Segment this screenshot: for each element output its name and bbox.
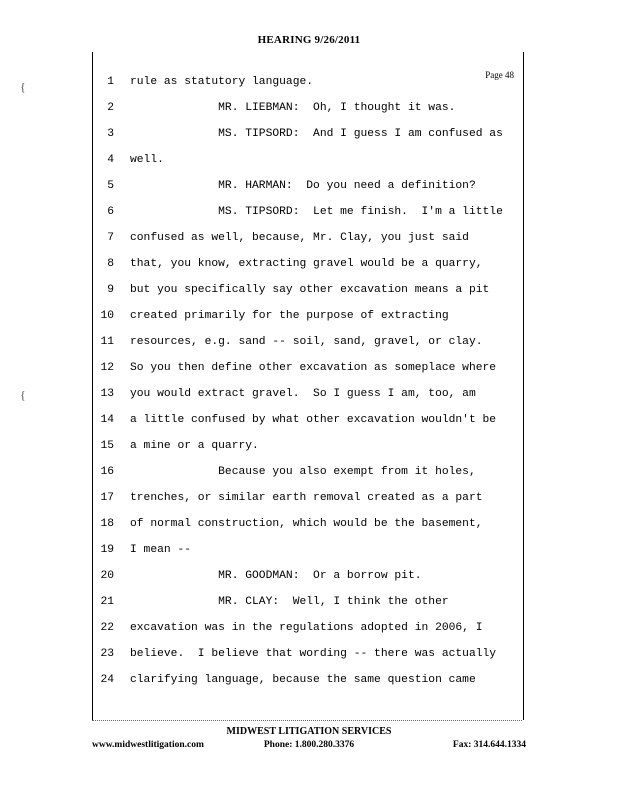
line-text: MR. GOODMAN: Or a borrow pit. bbox=[130, 570, 422, 582]
transcript-line bbox=[92, 648, 522, 674]
line-number: 16 bbox=[100, 466, 114, 478]
line-text: MS. TIPSORD: Let me finish. I'm a little bbox=[130, 206, 503, 218]
transcript-line bbox=[92, 466, 522, 492]
line-number: 20 bbox=[100, 570, 114, 582]
line-number: 21 bbox=[100, 596, 114, 608]
transcript-line bbox=[92, 622, 522, 648]
transcript-line bbox=[92, 76, 522, 102]
transcript-line bbox=[92, 596, 522, 622]
line-text: a little confused by what other excavation wouldn't be bbox=[130, 414, 497, 426]
transcript-line bbox=[92, 440, 522, 466]
transcript-line bbox=[92, 544, 522, 570]
line-text: So you then define other excavation as someplace where bbox=[130, 362, 497, 374]
footer-phone: Phone: 1.800.280.3376 bbox=[263, 740, 355, 750]
footer-website: www.midwestlitigation.com bbox=[92, 740, 204, 750]
line-number: 23 bbox=[100, 648, 114, 660]
line-text: MR. LIEBMAN: Oh, I thought it was. bbox=[130, 102, 456, 114]
line-text: MR. CLAY: Well, I think the other bbox=[130, 596, 449, 608]
line-text: confused as well, because, Mr. Clay, you just said bbox=[130, 232, 469, 244]
line-number: 4 bbox=[107, 154, 114, 166]
footer-fax: Fax: 314.644.1334 bbox=[452, 740, 526, 750]
line-text: clarifying language, because the same question came bbox=[130, 674, 476, 686]
line-number: 17 bbox=[100, 492, 114, 504]
line-number: 13 bbox=[100, 388, 114, 400]
line-number: 11 bbox=[100, 336, 114, 348]
transcript-lines bbox=[92, 76, 522, 700]
transcript-line bbox=[92, 492, 522, 518]
transcript-line bbox=[92, 128, 522, 154]
line-text: rule as statutory language. bbox=[130, 76, 314, 88]
line-number: 14 bbox=[100, 414, 114, 426]
line-text: believe. I believe that wording -- there was actually bbox=[130, 648, 497, 660]
line-text: trenches, or similar earth removal created as a part bbox=[130, 492, 483, 504]
line-number: 8 bbox=[107, 258, 114, 270]
line-number: 22 bbox=[100, 622, 114, 634]
line-text: a mine or a quarry. bbox=[130, 440, 259, 452]
line-number: 7 bbox=[107, 232, 114, 244]
transcript-line bbox=[92, 674, 522, 700]
line-number: 6 bbox=[107, 206, 114, 218]
transcript-line bbox=[92, 336, 522, 362]
line-text: MR. HARMAN: Do you need a definition? bbox=[130, 180, 476, 192]
line-text: you would extract gravel. So I guess I am, too, am bbox=[130, 388, 476, 400]
transcript-line bbox=[92, 414, 522, 440]
transcript-line bbox=[92, 180, 522, 206]
line-text: that, you know, extracting gravel would be a quarry, bbox=[130, 258, 483, 270]
transcript-line bbox=[92, 388, 522, 414]
bottom-rule bbox=[92, 720, 522, 721]
transcript-line bbox=[92, 362, 522, 388]
line-number: 3 bbox=[107, 128, 114, 140]
page-number: Page 48 bbox=[485, 70, 514, 80]
footer-company: MIDWEST LITIGATION SERVICES bbox=[226, 726, 392, 737]
transcript-line bbox=[92, 518, 522, 544]
transcript-line bbox=[92, 102, 522, 128]
footer bbox=[0, 726, 618, 750]
line-text: resources, e.g. sand -- soil, sand, gravel, or clay. bbox=[130, 336, 483, 348]
transcript-line bbox=[92, 570, 522, 596]
transcript-line bbox=[92, 258, 522, 284]
line-number: 24 bbox=[100, 674, 114, 686]
line-text: MS. TIPSORD: And I guess I am confused as bbox=[130, 128, 503, 140]
line-number: 12 bbox=[100, 362, 114, 374]
line-number: 18 bbox=[100, 518, 114, 530]
line-text: of normal construction, which would be the basement, bbox=[130, 518, 483, 530]
line-number: 1 bbox=[107, 76, 114, 88]
line-number: 15 bbox=[100, 440, 114, 452]
transcript-line bbox=[92, 232, 522, 258]
transcript-line bbox=[92, 284, 522, 310]
transcript-line bbox=[92, 310, 522, 336]
page-header-title: HEARING 9/26/2011 bbox=[257, 34, 361, 46]
transcript-line bbox=[92, 154, 522, 180]
line-number: 2 bbox=[107, 102, 114, 114]
line-number: 5 bbox=[107, 180, 114, 192]
transcript-line bbox=[92, 206, 522, 232]
line-text: but you specifically say other excavation means a pit bbox=[130, 284, 490, 296]
line-text: well. bbox=[130, 154, 164, 166]
line-text: excavation was in the regulations adopted in 2006, I bbox=[130, 622, 483, 634]
margin-bracket-icon: { bbox=[20, 80, 26, 94]
line-number: 10 bbox=[100, 310, 114, 322]
line-text: created primarily for the purpose of extracting bbox=[130, 310, 449, 322]
line-text: Because you also exempt from it holes, bbox=[130, 466, 476, 478]
line-text: I mean -- bbox=[130, 544, 192, 556]
line-number: 19 bbox=[100, 544, 114, 556]
line-number: 9 bbox=[107, 284, 114, 296]
margin-bracket-icon: { bbox=[20, 388, 26, 402]
